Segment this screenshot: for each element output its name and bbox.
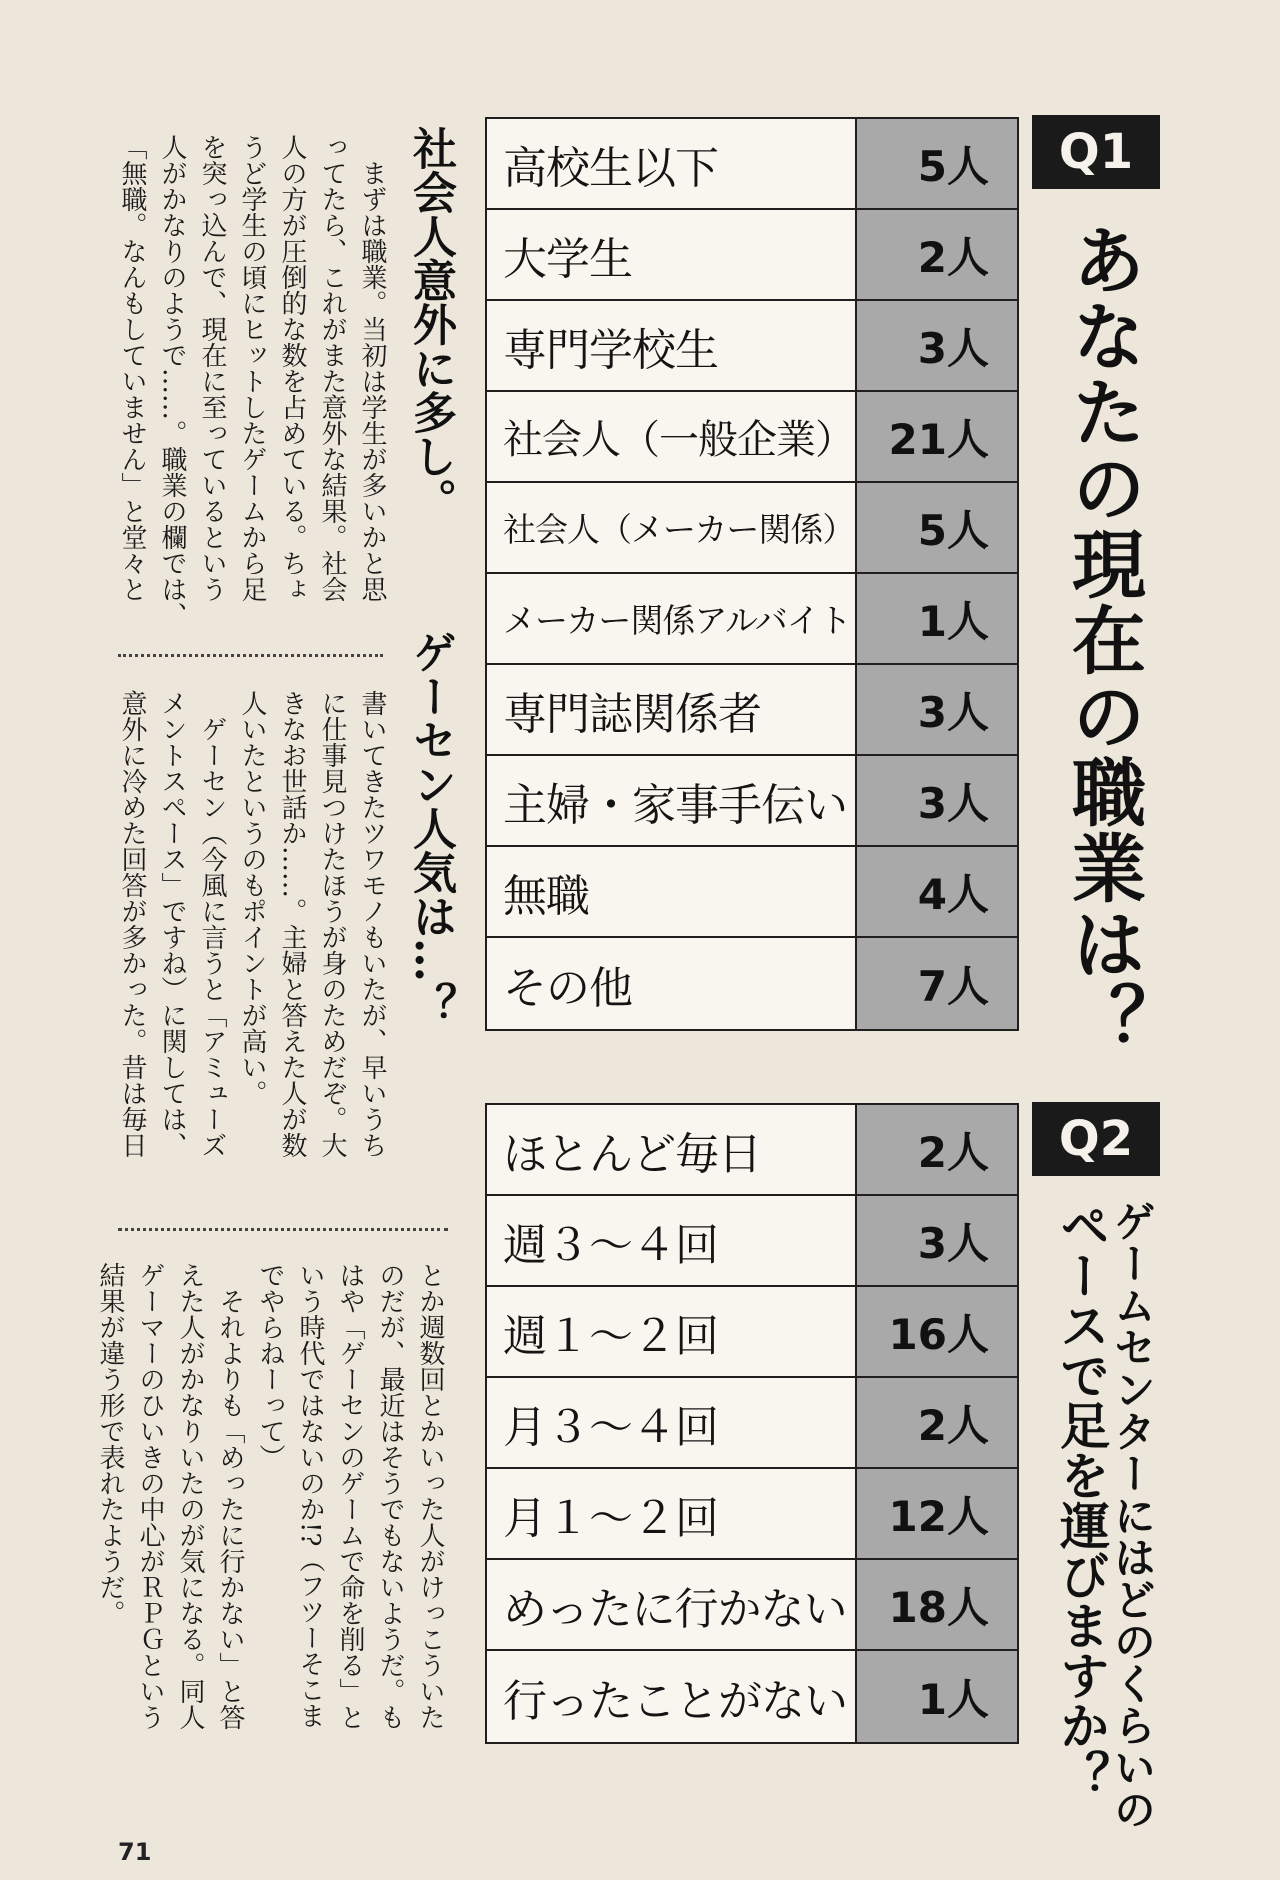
answer-label: ほとんど毎日 (487, 1105, 857, 1194)
answer-row (487, 1469, 1017, 1560)
answer-row (487, 1560, 1017, 1651)
answer-count: 3人 (857, 1196, 1017, 1285)
q2-title-line2: ペースで足を運びますか？ (1052, 1200, 1110, 1800)
q2-title-line1: ゲームセンターにはどのくらいの (1108, 1200, 1157, 1830)
answer-label: 社会人（一般企業） (487, 392, 857, 481)
answer-row (487, 210, 1017, 301)
answer-label: 月３〜４回 (487, 1378, 857, 1467)
answer-row (487, 938, 1017, 1029)
answer-row (487, 119, 1017, 210)
answer-count: 4人 (857, 847, 1017, 936)
article-heading-1: 社会人意外に多し。 (405, 126, 456, 522)
answer-row (487, 1287, 1017, 1378)
answer-row (487, 756, 1017, 847)
q1-title: あなたの現在の職業は？ (1060, 222, 1146, 1058)
answer-label: 専門誌関係者 (487, 665, 857, 754)
answer-label: 主婦・家事手伝い (487, 756, 857, 845)
q1-badge: Q1 (1032, 115, 1160, 189)
answer-count: 3人 (857, 301, 1017, 390)
answer-count: 2人 (857, 1378, 1017, 1467)
answer-label: めったに行かない (487, 1560, 857, 1649)
page-number: 71 (118, 1838, 152, 1866)
answer-row (487, 392, 1017, 483)
answer-label: その他 (487, 938, 857, 1029)
answer-count: 5人 (857, 119, 1017, 208)
answer-count: 2人 (857, 210, 1017, 299)
answer-row (487, 574, 1017, 665)
q2-answer-table (485, 1103, 1019, 1744)
answer-count: 3人 (857, 756, 1017, 845)
answer-row (487, 1196, 1017, 1287)
answer-row (487, 301, 1017, 392)
article-paragraph-1: まずは職業。当初は学生が多いかと思 ってたら、これがまた意外な結果。社会 人の方が圧倒的な数を占めている。ちょ うど学生の頃にヒットしたゲームから足 を突っ込んで、現在に至っているという 人がかなりのようで……。職業の欄では、 「無職。なんもしていません」と堂々と (117, 134, 387, 628)
answer-count: 18人 (857, 1560, 1017, 1649)
answer-label: 週３〜４回 (487, 1196, 857, 1285)
answer-row (487, 847, 1017, 938)
dotted-divider (118, 654, 383, 657)
answer-row (487, 1105, 1017, 1196)
answer-row (487, 1651, 1017, 1742)
answer-count: 1人 (857, 1651, 1017, 1742)
answer-count: 5人 (857, 483, 1017, 572)
answer-count: 12人 (857, 1469, 1017, 1558)
answer-label: 高校生以下 (487, 119, 857, 208)
answer-label: 月１〜２回 (487, 1469, 857, 1558)
answer-count: 2人 (857, 1105, 1017, 1194)
answer-label: 行ったことがない (487, 1651, 857, 1742)
article-paragraph-3: とか週数回とかいった人がけっこういた のだが、最近はそうでもないようだ。も はや「ゲーセンのゲームで命を削る」と いう時代ではないのか!?（フツーそこま でやらねーって） それよりも「めったに行かない」と答 えた人がかなりいたのが気になる。同人 ゲーマーのひいきの中心がＲＰＧという 結果が違う形で表れたようだ。 (95, 1262, 445, 1730)
article-paragraph-2: 書いてきたツワモノもいたが、早いうち に仕事見つけたほうが身のためだぞ。大 きなお世話か……。主婦と答えた人が数 人いたというのもポイントが高い。 ゲーセン（今風に言うと「アミューズ メントスペース」ですね）に関しては、 意外に冷めた回答が多かった。昔は毎日 (117, 690, 387, 1158)
answer-count: 7人 (857, 938, 1017, 1029)
answer-count: 21人 (857, 392, 1017, 481)
answer-label: 専門学校生 (487, 301, 857, 390)
answer-label: 社会人（メーカー関係） (487, 483, 857, 572)
answer-label: 大学生 (487, 210, 857, 299)
answer-count: 3人 (857, 665, 1017, 754)
article-heading-2: ゲーセン人気は…？ (405, 630, 456, 1026)
answer-count: 16人 (857, 1287, 1017, 1376)
answer-row (487, 1378, 1017, 1469)
answer-count: 1人 (857, 574, 1017, 663)
answer-row (487, 483, 1017, 574)
q2-badge: Q2 (1032, 1102, 1160, 1176)
answer-row (487, 665, 1017, 756)
dotted-divider (118, 1228, 448, 1231)
answer-label: 無職 (487, 847, 857, 936)
q1-answer-table (485, 117, 1019, 1031)
answer-label: 週１〜２回 (487, 1287, 857, 1376)
answer-label: メーカー関係アルバイト (487, 574, 857, 663)
